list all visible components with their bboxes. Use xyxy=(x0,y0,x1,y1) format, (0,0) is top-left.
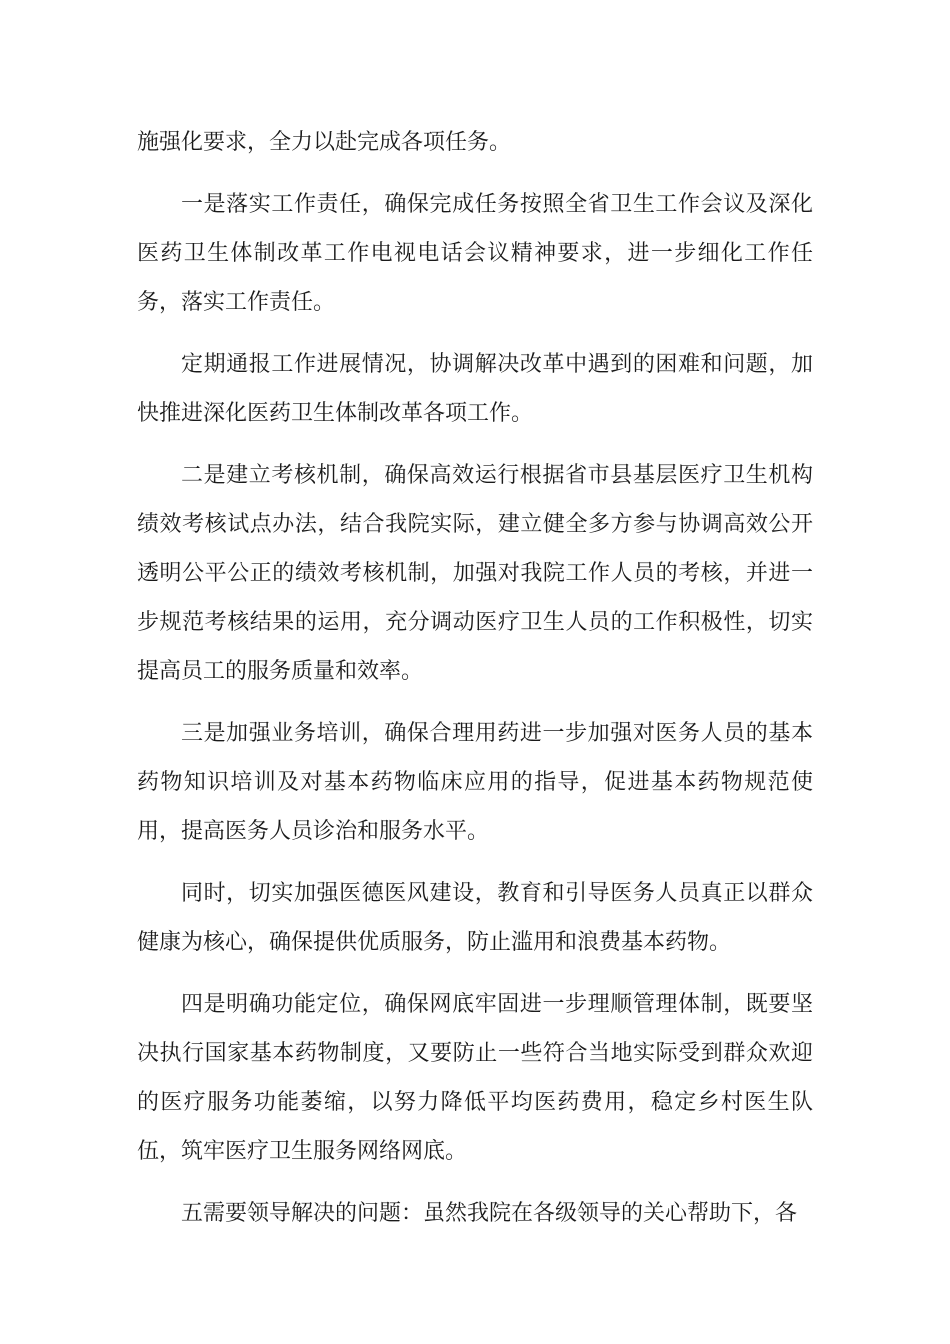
paragraph-medical-ethics: 同时，切实加强医德医风建设，教育和引导医务人员真正以群众健康为核心，确保提供优质服务，防止滥用和浪费基本药物。 xyxy=(137,881,813,955)
paragraph-work-responsibility: 一是落实工作责任，确保完成任务按照全省卫生工作会议及深化医药卫生体制改革工作电视电话会议精神要求，进一步细化工作任务，落实工作责任。 xyxy=(137,192,813,315)
paragraph-continuation: 施强化要求，全力以赴完成各项任务。 xyxy=(137,130,512,155)
paragraph-function-positioning: 四是明确功能定位，确保网底牢固进一步理顺管理体制，既要坚决执行国家基本药物制度，又要防止一些符合当地实际受到群众欢迎的医疗服务功能萎缩，以努力降低平均医药费用，稳定乡村医生队伍，筑牢医疗卫生服务网络网底。 xyxy=(137,992,813,1164)
paragraph-progress-report: 定期通报工作进展情况，协调解决改革中遇到的困难和问题，加快推进深化医药卫生体制改革各项工作。 xyxy=(137,352,813,426)
paragraph-issues-for-leadership: 五需要领导解决的问题：虽然我院在各级领导的关心帮助下，各 xyxy=(181,1201,798,1226)
paragraph-business-training: 三是加强业务培训，确保合理用药进一步加强对医务人员的基本药物知识培训及对基本药物临床应用的指导，促进基本药物规范使用，提高医务人员诊治和服务水平。 xyxy=(137,721,813,844)
paragraph-assessment-mechanism: 二是建立考核机制，确保高效运行根据省市县基层医疗卫生机构绩效考核试点办法，结合我院实际，建立健全多方参与协调高效公开透明公平公正的绩效考核机制，加强对我院工作人员的考核，并进一步规范考核结果的运用，充分调动医疗卫生人员的工作积极性，切实提高员工的服务质量和效率。 xyxy=(137,463,813,684)
document-body xyxy=(137,118,813,1251)
